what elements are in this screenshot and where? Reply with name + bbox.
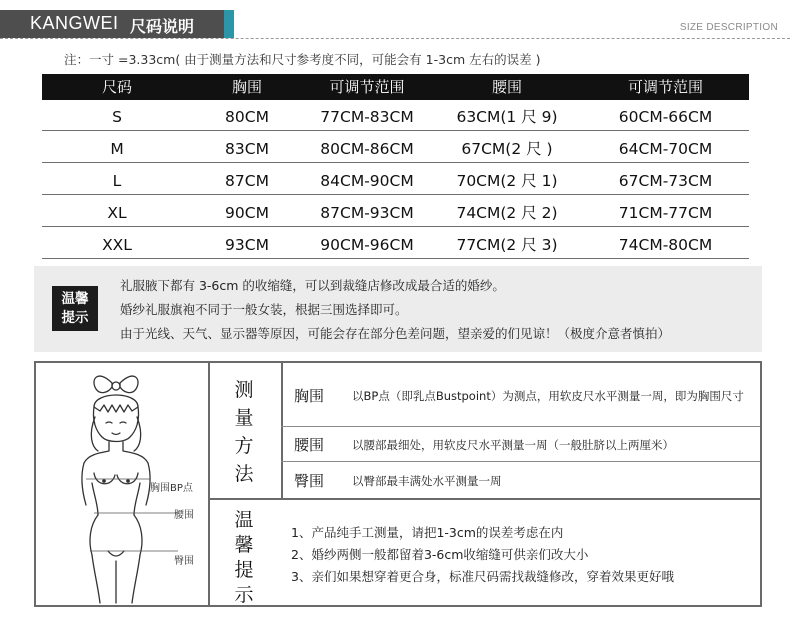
brand-name: KANGWEI bbox=[30, 13, 119, 33]
cell-size: L bbox=[112, 172, 122, 190]
row-divider bbox=[281, 426, 760, 427]
cell-bust-range: 77CM-83CM bbox=[320, 108, 414, 126]
remind-line: 3、亲们如果想穿着更合身，标准尺码需找裁缝修改，穿着效果更好哦 bbox=[291, 569, 674, 584]
cell-bust: 80CM bbox=[225, 108, 269, 126]
figure-label-bust: 胸围BP点 bbox=[150, 483, 193, 494]
row-divider bbox=[281, 461, 760, 462]
cell-waist-range: 67CM-73CM bbox=[618, 172, 713, 190]
figure-label-waist: 腰围 bbox=[174, 510, 194, 521]
page-subtitle: SIZE DESCRIPTION bbox=[679, 22, 778, 33]
cell-waist: 67CM(2 尺 ) bbox=[461, 140, 553, 158]
cell-waist-range: 71CM-77CM bbox=[618, 204, 713, 222]
remind-line: 2、婚纱两侧一般都留着3-6cm收缩缝可供亲们改大小 bbox=[291, 547, 589, 562]
header-divider bbox=[0, 38, 790, 39]
tips-badge bbox=[52, 286, 98, 331]
measure-desc-bust: 以BP点（即乳点Bustpoint）为测点，用软皮尺水平测量一周，即为胸围尺寸 bbox=[352, 389, 744, 403]
method-title-char: 法 bbox=[234, 463, 254, 485]
cell-bust: 90CM bbox=[225, 204, 269, 222]
cell-waist: 70CM(2 尺 1) bbox=[456, 172, 558, 190]
bow-right-shape bbox=[120, 376, 138, 393]
cell-size: XXL bbox=[102, 236, 132, 254]
bow-left-shape bbox=[94, 376, 112, 393]
table-row bbox=[42, 132, 749, 163]
size-table-header bbox=[42, 74, 749, 100]
table-row bbox=[42, 196, 749, 227]
cell-bust: 93CM bbox=[225, 236, 269, 254]
measure-label-hip: 臀围 bbox=[294, 472, 325, 490]
measure-panel bbox=[34, 361, 762, 607]
col-header-waist-range: 可调节范围 bbox=[627, 78, 703, 96]
remind-title-char: 提 bbox=[234, 559, 254, 581]
cell-size: S bbox=[112, 108, 122, 126]
cell-waist: 63CM(1 尺 9) bbox=[456, 108, 558, 126]
cell-waist-range: 74CM-80CM bbox=[618, 236, 713, 254]
table-row bbox=[42, 228, 749, 259]
cell-waist: 77CM(2 尺 3) bbox=[456, 236, 558, 254]
measure-desc-hip: 以臀部最丰满处水平测量一周 bbox=[352, 474, 502, 488]
cell-size: XL bbox=[107, 204, 127, 222]
size-note: 注：一寸 =3.33cm( 由于测量方法和尺寸参考度不同，可能会有 1-3cm 左右的误差 ) bbox=[64, 52, 541, 67]
measure-label-bust: 胸围 bbox=[294, 387, 325, 405]
remind-title-char: 馨 bbox=[234, 534, 254, 556]
tips-panel bbox=[34, 266, 762, 352]
measure-label-waist: 腰围 bbox=[294, 436, 325, 454]
col-header-waist: 腰围 bbox=[491, 78, 522, 96]
col-header-bust-range: 可调节范围 bbox=[329, 78, 405, 96]
remind-title-char: 温 bbox=[234, 509, 254, 531]
col-header-bust: 胸围 bbox=[231, 78, 262, 96]
tips-line: 婚纱礼服旗袍不同于一般女装，根据三围选择即可。 bbox=[120, 302, 408, 317]
table-row bbox=[42, 164, 749, 195]
method-title-char: 测 bbox=[234, 379, 254, 401]
figure-label-hip: 臀围 bbox=[174, 556, 194, 567]
remind-title-char: 示 bbox=[234, 584, 254, 606]
cell-bust-range: 84CM-90CM bbox=[320, 172, 414, 190]
cell-waist-range: 60CM-66CM bbox=[618, 108, 713, 126]
cell-size: M bbox=[110, 140, 124, 158]
remind-line: 1、产品纯手工测量，请把1-3cm的误差考虑在内 bbox=[291, 525, 564, 540]
header-accent bbox=[224, 10, 234, 38]
method-title-char: 方 bbox=[234, 435, 254, 457]
cell-bust-range: 87CM-93CM bbox=[320, 204, 414, 222]
tips-badge-line1: 温馨 bbox=[61, 291, 89, 307]
cell-bust-range: 80CM-86CM bbox=[320, 140, 414, 158]
column-divider bbox=[281, 363, 283, 498]
table-row bbox=[42, 100, 749, 131]
cell-bust: 87CM bbox=[225, 172, 269, 190]
cell-bust: 83CM bbox=[225, 140, 269, 158]
cell-waist: 74CM(2 尺 2) bbox=[456, 204, 558, 222]
method-title-char: 量 bbox=[234, 407, 254, 429]
tips-line: 由于光线、天气、显示器等原因，可能会存在部分色差问题，望亲爱的们见谅！（极度介意者慎拍） bbox=[120, 326, 671, 341]
section-divider bbox=[208, 498, 760, 500]
cell-waist-range: 64CM-70CM bbox=[618, 140, 713, 158]
col-header-size: 尺码 bbox=[101, 78, 132, 96]
tips-line: 礼服腋下都有 3-6cm 的收缩缝，可以到裁缝店修改成最合适的婚纱。 bbox=[120, 278, 505, 293]
page-title: 尺码说明 bbox=[130, 17, 195, 36]
measure-desc-waist: 以腰部最细处，用软皮尺水平测量一周（一般肚脐以上两厘米） bbox=[352, 438, 674, 452]
column-divider bbox=[208, 363, 210, 605]
tips-badge-line2: 提示 bbox=[61, 310, 89, 326]
cell-bust-range: 90CM-96CM bbox=[320, 236, 414, 254]
